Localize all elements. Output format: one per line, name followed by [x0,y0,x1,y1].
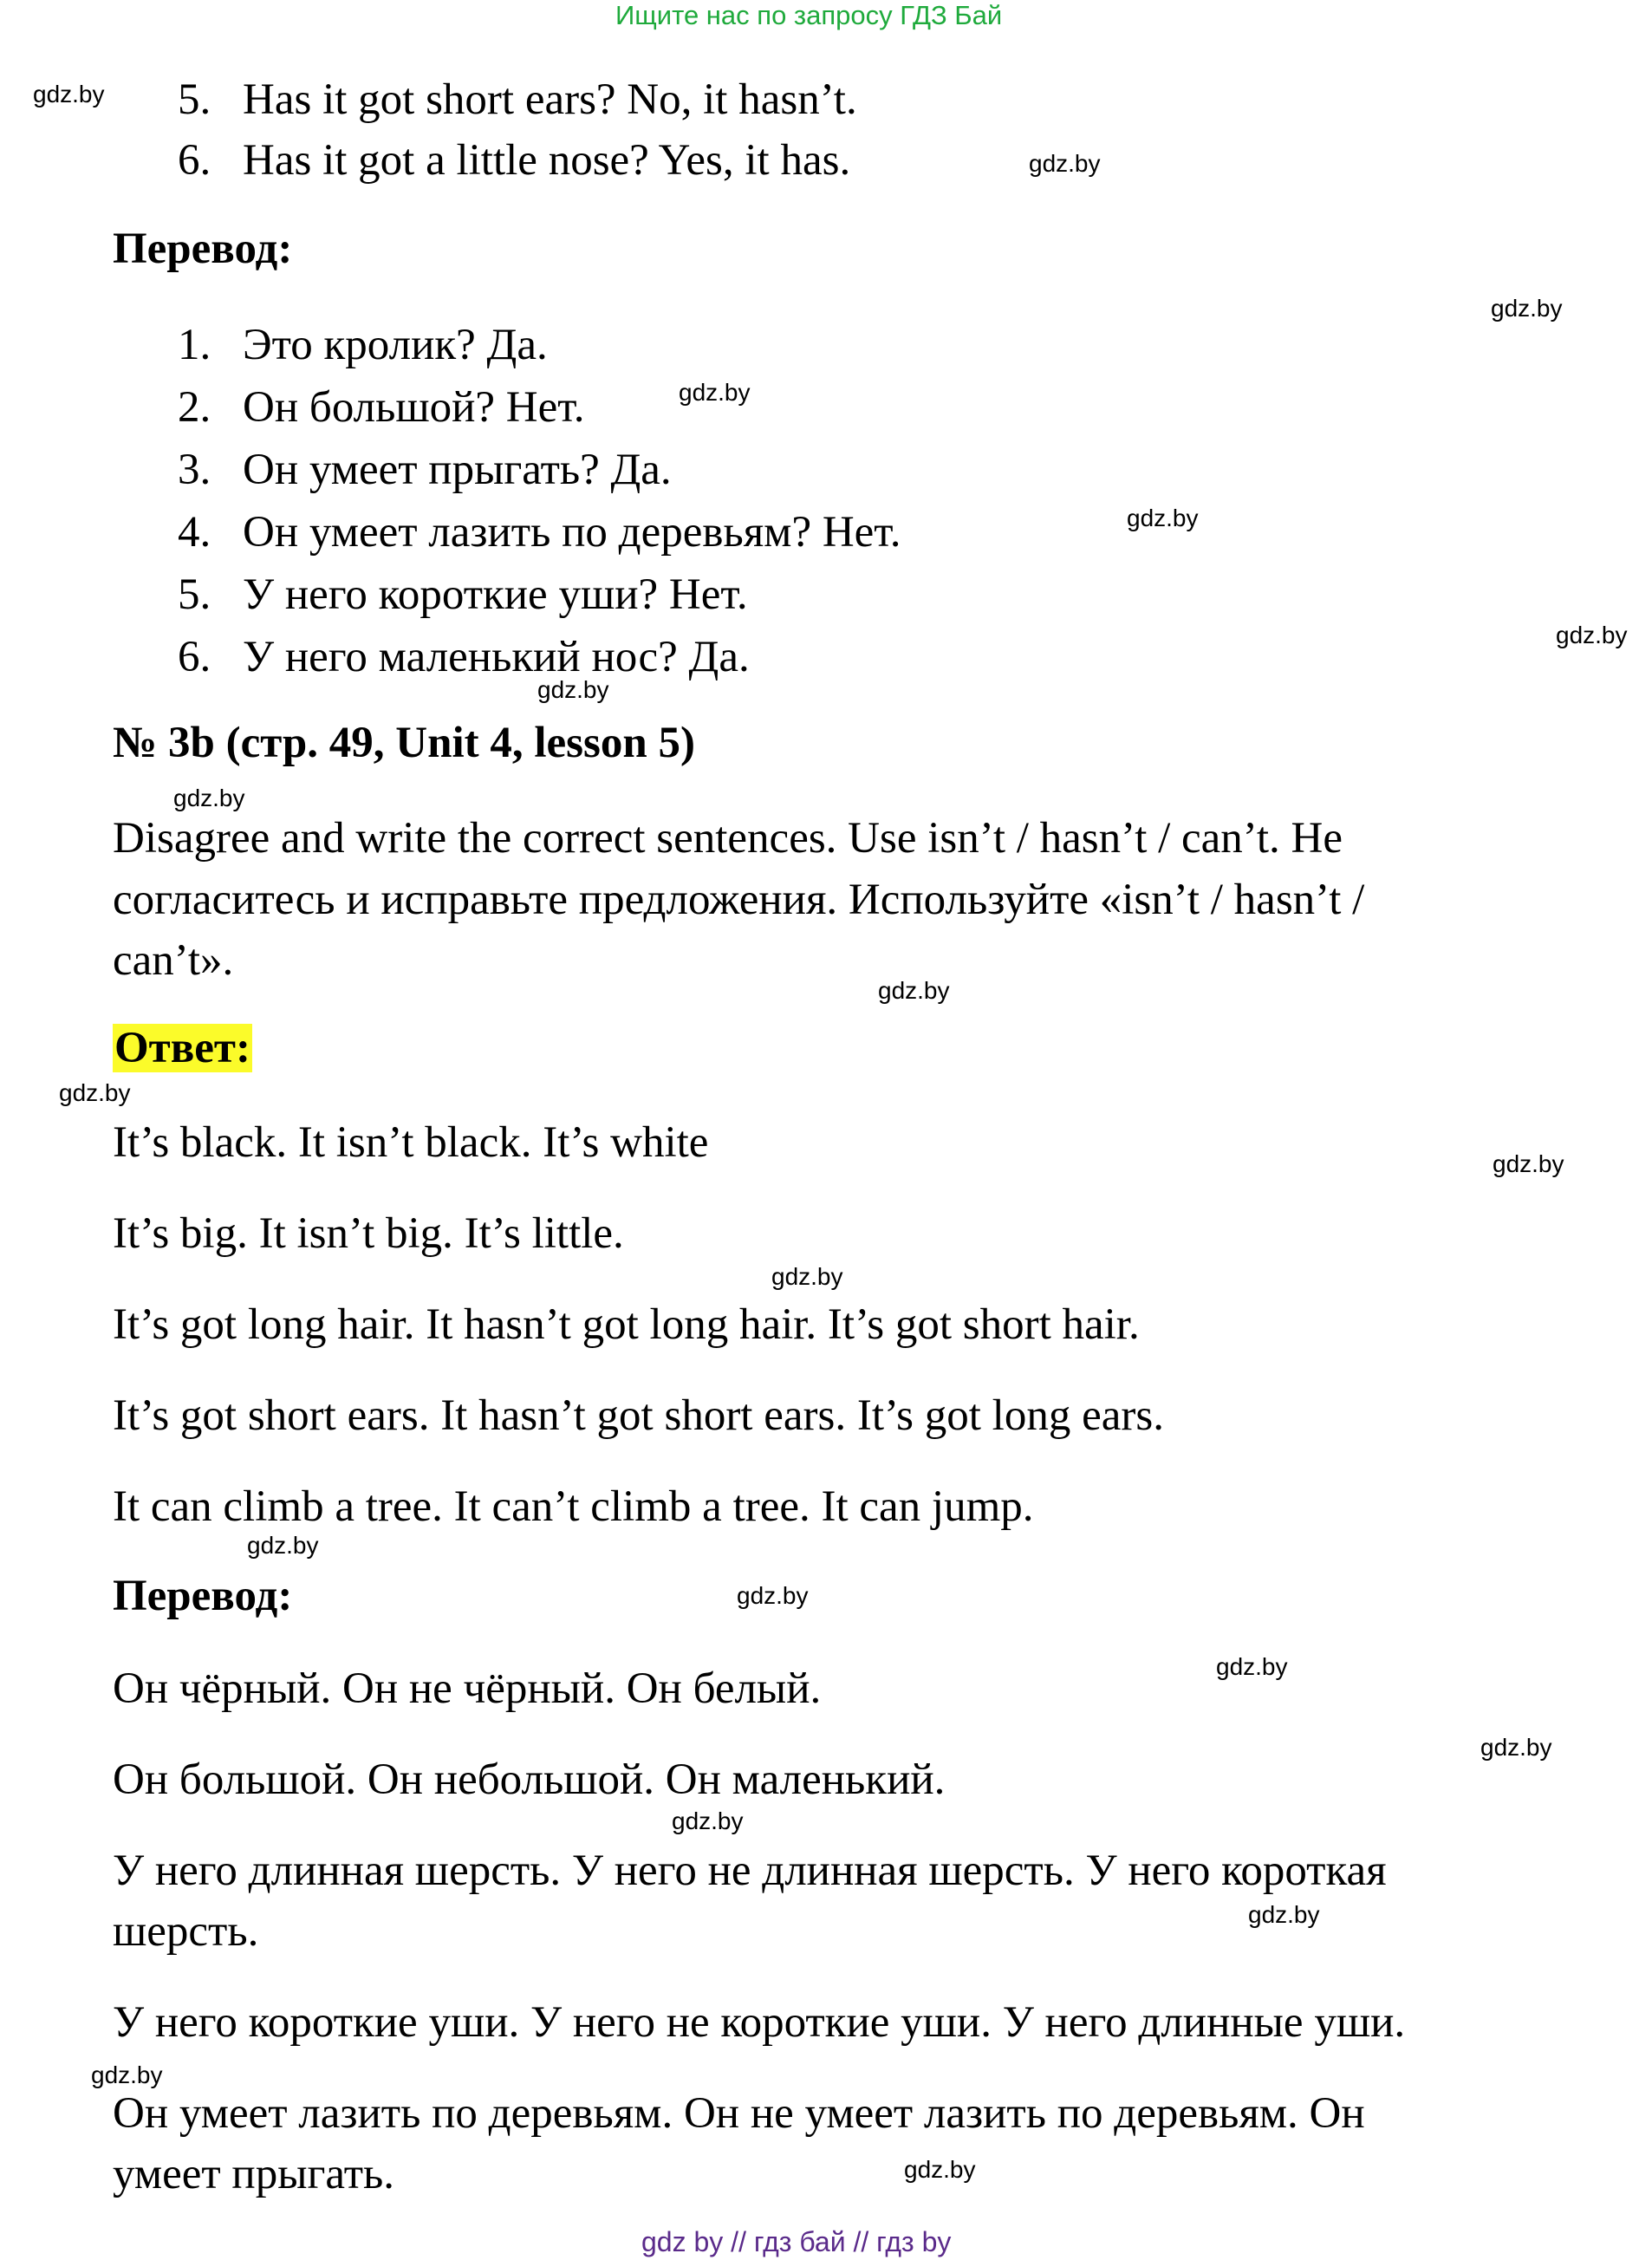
watermark: gdz.by [1491,295,1563,322]
list-number: 1. [178,321,211,369]
list-number: 3. [178,446,211,494]
answer-line: It’s black. It isn’t black. It’s white [113,1118,709,1167]
list-number: 5. [178,570,211,619]
list-number: 4. [178,508,211,557]
list-text: Он умеет лазить по деревьям? Нет. [243,508,901,557]
translation-heading: Перевод: [113,1572,293,1620]
watermark: gdz.by [1127,505,1199,531]
translation-heading: Перевод: [113,225,293,273]
list-text: Has it got short ears? No, it hasn’t. [243,75,857,124]
watermark: gdz.by [771,1263,843,1290]
list-item [178,130,850,191]
translation-line: Он умеет лазить по деревьям. Он не умеет лазить по деревьям. Он [113,2089,1365,2138]
watermark: gdz.by [1248,1901,1320,1928]
list-text: Он большой? Нет. [243,383,585,432]
list-item [178,564,748,625]
list-number: 5. [178,75,211,124]
watermark: gdz.by [91,2061,163,2088]
list-number: 6. [178,136,211,185]
watermark: gdz.by [1556,622,1628,648]
list-text: Он умеет прыгать? Да. [243,446,672,494]
exercise-title: № 3b (стр. 49, Unit 4, lesson 5) [113,719,695,767]
list-text: Это кролик? Да. [243,321,548,369]
list-text: У него маленький нос? Да. [243,633,750,681]
translation-line: У него длинная шерсть. У него не длинная шерсть. У него короткая [113,1846,1387,1895]
watermark: gdz.by [59,1079,131,1106]
watermark: gdz.by [904,2156,976,2183]
list-item [178,315,548,375]
list-number: 6. [178,633,211,681]
list-item [178,627,750,687]
task-line: Disagree and write the correct sentences. Use isn’t / hasn’t / can’t. Не [113,814,1343,863]
watermark: gdz.by [1216,1653,1288,1680]
watermark: gdz.by [1480,1734,1552,1761]
translation-line: Он большой. Он небольшой. Он маленький. [113,1755,946,1804]
list-text: У него короткие уши? Нет. [243,570,748,619]
task-line: согласитесь и исправьте предложения. Используйте «isn’t / hasn’t / [113,876,1365,924]
translation-line: У него короткие уши. У него не короткие уши. У него длинные уши. [113,1998,1406,2047]
list-number: 2. [178,383,211,432]
top-banner: Ищите нас по запросу ГДЗ Бай [615,0,1003,30]
watermark: gdz.by [33,81,105,107]
list-item [178,69,857,130]
list-item [178,502,901,563]
watermark: gdz.by [173,785,245,811]
list-item [178,377,584,438]
answer-line: It’s got short ears. It hasn’t got short ears. It’s got long ears. [113,1391,1164,1440]
watermark: gdz.by [1493,1150,1564,1177]
watermark: gdz.by [1029,150,1101,177]
watermark: gdz.by [672,1807,744,1834]
list-text: Has it got a little nose? Yes, it has. [243,136,851,185]
translation-line: умеет прыгать. [113,2150,395,2198]
answer-line: It’s big. It isn’t big. It’s little. [113,1209,624,1258]
task-line: can’t». [113,936,234,985]
list-item [178,440,672,500]
bottom-banner: gdz by // гдз бай // гдз by [641,2226,952,2257]
watermark: gdz.by [737,1582,809,1609]
watermark: gdz.by [537,676,609,703]
watermark: gdz.by [679,379,751,406]
answer-heading [113,1023,252,1073]
watermark: gdz.by [878,977,950,1004]
answer-line: It’s got long hair. It hasn’t got long hair. It’s got short hair. [113,1300,1140,1349]
translation-line: Он чёрный. Он не чёрный. Он белый. [113,1664,822,1713]
watermark: gdz.by [247,1532,319,1559]
answer-line: It can climb a tree. It can’t climb a tree. It can jump. [113,1482,1034,1531]
answer-heading-highlight: Ответ: [114,1024,250,1072]
translation-line: шерсть. [113,1907,259,1956]
